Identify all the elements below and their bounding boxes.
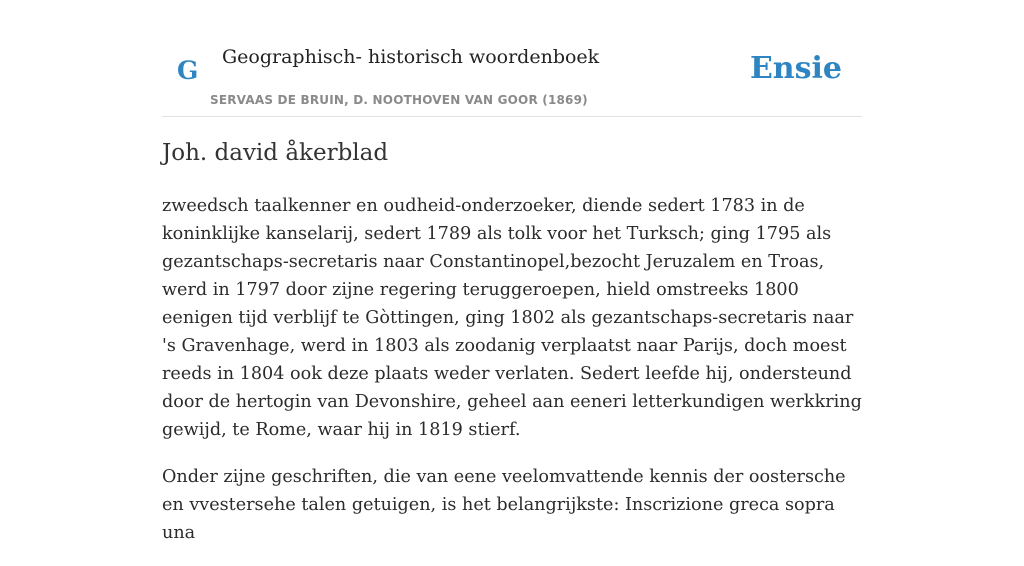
entry-content (162, 192, 862, 566)
book-author: SERVAAS DE BRUIN, D. NOOTHOVEN VAN GOOR (1869) (210, 93, 588, 107)
ensie-logo[interactable]: Ensie (749, 51, 842, 86)
entry-title: Joh. david åkerblad (162, 140, 389, 166)
book-header (162, 0, 862, 117)
book-letter-icon: G (177, 56, 199, 85)
book-title[interactable]: Geographisch- historisch woordenboek (222, 46, 600, 68)
entry-paragraph: zweedsch taalkenner en oudheid-onderzoeker, diende sedert 1783 in de koninklijke kanselarij, sedert 1789 als tolk voor het Turksch; ging 1795 als gezantschaps-secretaris naar Constantinopel,bezocht Jeruzalem en Troas, werd in 1797 door zijne regering teruggeroepen, hield omstreeks 1800 eenigen tijd verblijf te Gòttingen, ging 1802 als gezantschaps-secretaris naar 's Gravenhage, werd in 1803 als zoodanig verplaatst naar Parijs, doch moest reeds in 1804 ook deze plaats weder verlaten. Sedert leefde hij, ondersteund door de hertogin van Devonshire, geheel aan eeneri letterkundigen werkkring gewijd, te Rome, waar hij in 1819 stierf. (162, 196, 862, 440)
entry-paragraph: Onder zijne geschriften, die van eene veelomvattende kennis der oostersche en vvestersehe talen getuigen, is het belangrijkste: Inscrizione greca sopra una (162, 467, 846, 543)
